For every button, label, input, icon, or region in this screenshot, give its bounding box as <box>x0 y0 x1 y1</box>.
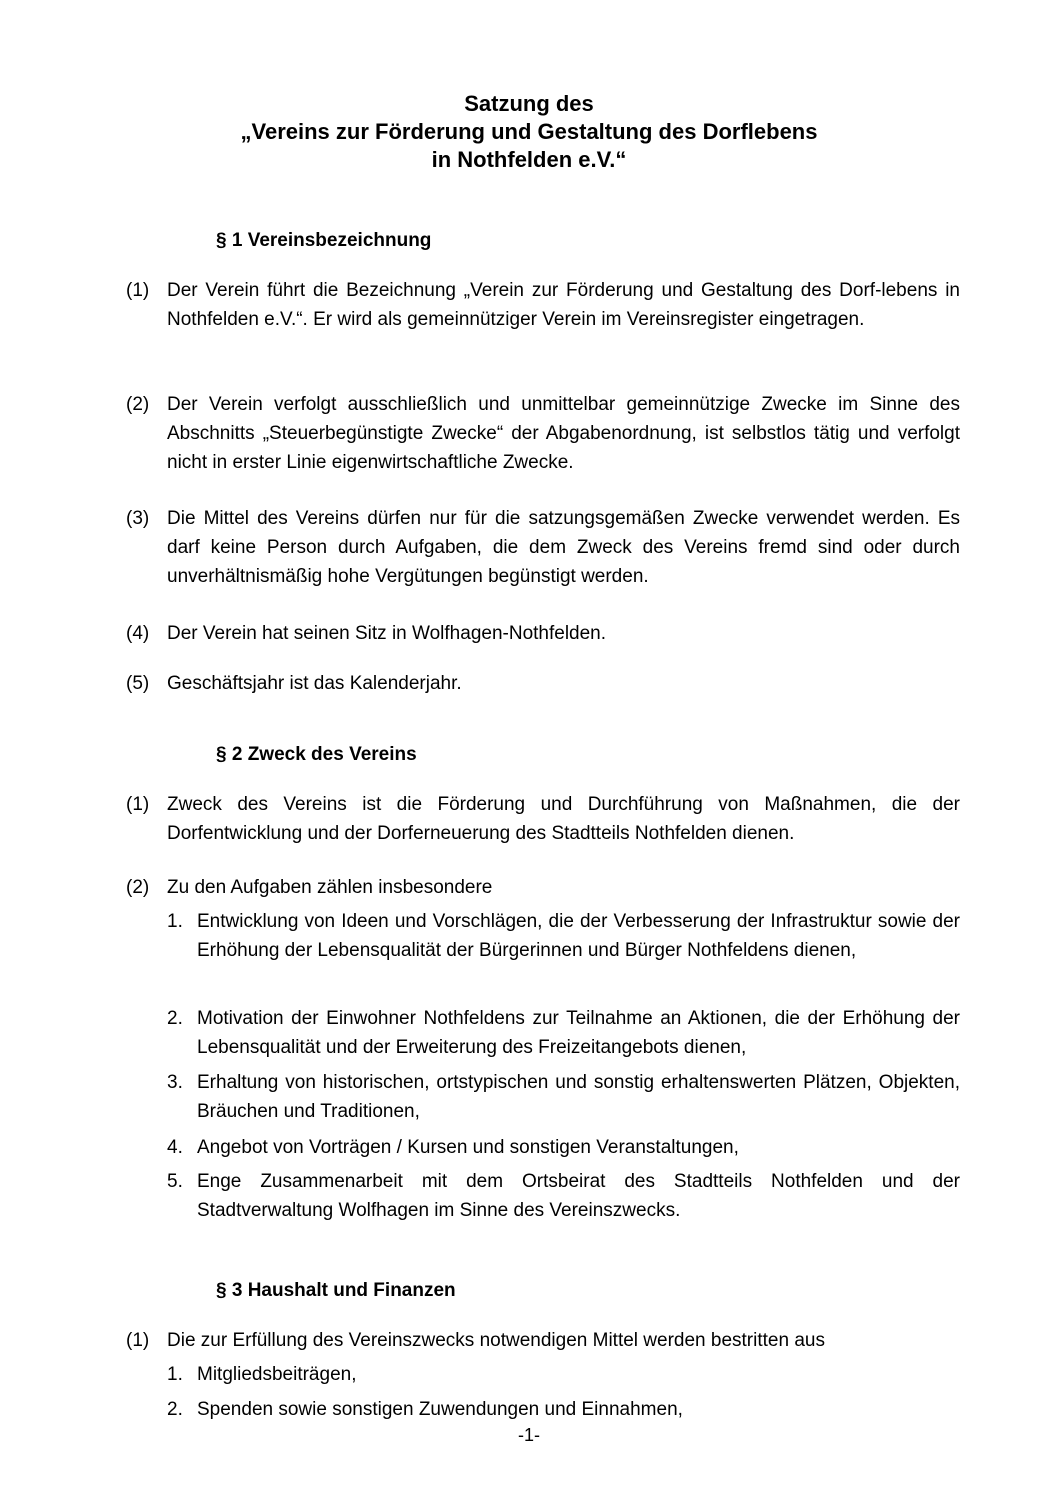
paragraph-text: Zu den Aufgaben zählen insbesondere <box>167 877 493 898</box>
list-item-number: 1. <box>167 1364 183 1385</box>
paragraph-number: (4) <box>126 623 150 644</box>
list-item-number: 3. <box>167 1072 183 1093</box>
list-item-number: 5. <box>167 1171 183 1192</box>
list-item-number: 2. <box>167 1008 183 1029</box>
paragraph-number: (2) <box>126 394 150 415</box>
paragraph-number: (1) <box>126 280 150 301</box>
paragraph-1-1 <box>126 276 960 334</box>
paragraph-text: Der Verein hat seinen Sitz in Wolfhagen-Nothfelden. <box>167 623 607 644</box>
page-number: -1- <box>518 1425 540 1445</box>
list-item-text: Mitgliedsbeiträgen, <box>197 1364 357 1385</box>
paragraph-1-2 <box>126 390 960 477</box>
list-item-text: Angebot von Vorträgen / Kursen und sonstigen Veranstaltungen, <box>197 1137 739 1158</box>
list-item-2-2-3 <box>167 1068 960 1126</box>
paragraph-number: (1) <box>126 794 150 815</box>
paragraph-text: Der Verein führt die Bezeichnung „Verein zur Förderung und Gestaltung des Dorf-lebens in Nothfelden e.V.“. Er wird als gemeinnütziger Verein im Vereinsregister eingetragen. <box>167 280 960 330</box>
section-heading-1: § 1 Vereinsbezeichnung <box>216 230 432 251</box>
list-item-number: 2. <box>167 1399 183 1420</box>
paragraph-2-1 <box>126 790 960 848</box>
paragraph-text: Der Verein verfolgt ausschließlich und unmittelbar gemeinnützige Zwecke im Sinne des Abschnitts „Steuerbegünstigte Zwecke“ der Abgabenordnung, ist selbstlos tätig und verfolgt nicht in erster Linie eigenwirtschaftliche Zwecke. <box>167 394 960 473</box>
paragraph-number: (2) <box>126 877 150 898</box>
list-item-number: 4. <box>167 1137 183 1158</box>
list-item-2-2-4 <box>167 1133 960 1162</box>
paragraph-1-4 <box>126 619 960 648</box>
paragraph-1-3 <box>126 504 960 591</box>
document-title-line-2: „Vereins zur Förderung und Gestaltung des Dorflebens <box>240 119 818 144</box>
paragraph-1-5 <box>126 669 960 698</box>
paragraph-3-1 <box>126 1326 960 1355</box>
section-heading-2: § 2 Zweck des Vereins <box>216 744 417 765</box>
paragraph-number: (3) <box>126 508 150 529</box>
paragraph-2-2 <box>126 873 960 902</box>
list-item-text: Enge Zusammenarbeit mit dem Ortsbeirat des Stadtteils Nothfelden und der Stadtverwaltung Wolfhagen im Sinne des Vereinszwecks. <box>197 1171 960 1221</box>
list-item-text: Motivation der Einwohner Nothfeldens zur Teilnahme an Aktionen, die der Erhöhung der Lebensqualität und der Erweiterung des Freizeitangebots dienen, <box>197 1008 960 1058</box>
paragraph-text: Geschäftsjahr ist das Kalenderjahr. <box>167 673 462 694</box>
paragraph-text: Die Mittel des Vereins dürfen nur für die satzungsgemäßen Zwecke verwendet werden. Es darf keine Person durch Aufgaben, die dem Zweck des Vereins fremd sind oder durch unverhältnismäßig hohe Vergütungen begünstigt werden. <box>167 508 960 587</box>
list-item-2-2-1 <box>167 907 960 965</box>
list-item-number: 1. <box>167 911 183 932</box>
list-item-text: Erhaltung von historischen, ortstypischen und sonstig erhaltenswerten Plätzen, Objekten, Bräuchen und Traditionen, <box>197 1072 960 1122</box>
paragraph-text: Die zur Erfüllung des Vereinszwecks notwendigen Mittel werden bestritten aus <box>167 1330 825 1351</box>
section-heading-3: § 3 Haushalt und Finanzen <box>216 1280 456 1301</box>
list-item-3-1-1 <box>167 1360 960 1389</box>
list-item-2-2-5 <box>167 1167 960 1225</box>
document-title-line-3: in Nothfelden e.V.“ <box>431 147 627 172</box>
list-item-text: Entwicklung von Ideen und Vorschlägen, die der Verbesserung der Infrastruktur sowie der Erhöhung der Lebensqualität der Bürgerinnen und Bürger Nothfeldens dienen, <box>197 911 960 961</box>
document-title-line-1: Satzung des <box>464 91 594 116</box>
paragraph-number: (1) <box>126 1330 150 1351</box>
list-item-text: Spenden sowie sonstigen Zuwendungen und Einnahmen, <box>197 1399 683 1420</box>
list-item-2-2-2 <box>167 1004 960 1062</box>
paragraph-number: (5) <box>126 673 150 694</box>
list-item-3-1-2 <box>167 1395 960 1424</box>
paragraph-text: Zweck des Vereins ist die Förderung und Durchführung von Maßnahmen, die der Dorfentwicklung und der Dorferneuerung des Stadtteils Nothfelden dienen. <box>167 794 960 844</box>
